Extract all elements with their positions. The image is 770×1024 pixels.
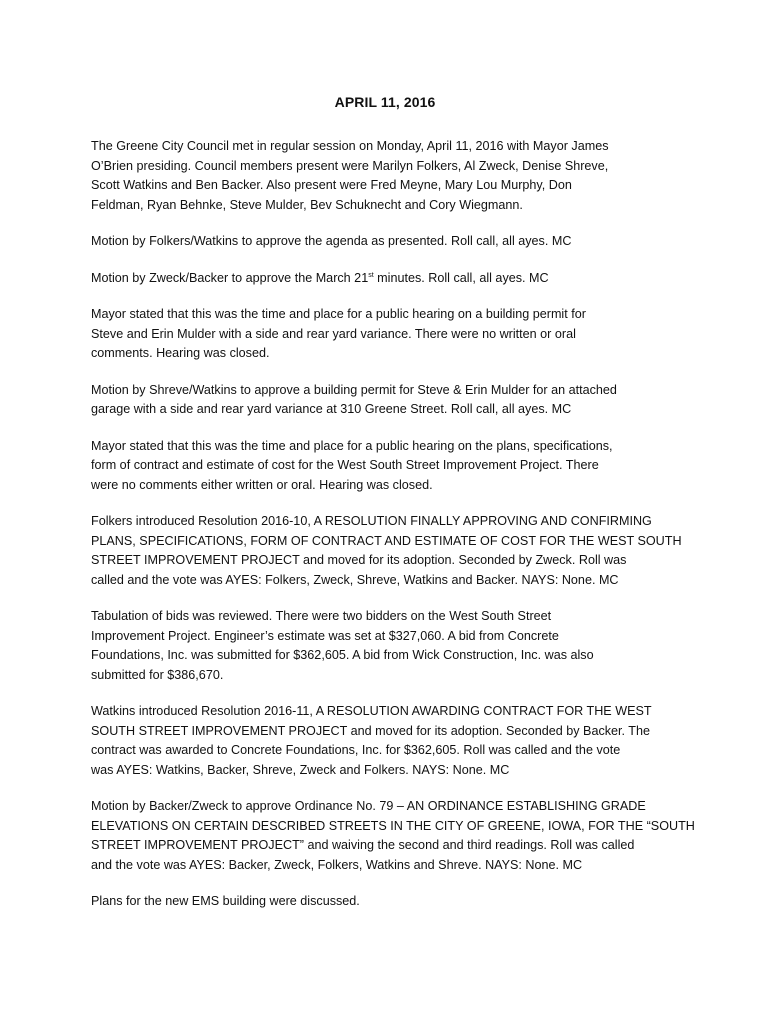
paragraph bbox=[91, 269, 691, 289]
text-line bbox=[91, 269, 691, 289]
text-line: The Greene City Council met in regular session on Monday, April 11, 2016 with Mayor James bbox=[91, 139, 609, 153]
text-line: form of contract and estimate of cost for the West South Street Improvement Project. There bbox=[91, 458, 599, 472]
text-line: called and the vote was AYES: Folkers, Zweck, Shreve, Watkins and Backer. NAYS: None. MC bbox=[91, 572, 619, 587]
paragraph bbox=[91, 437, 691, 496]
ordinal-suffix: st bbox=[368, 271, 374, 279]
text-line: submitted for $386,670. bbox=[91, 667, 224, 682]
text-line: Tabulation of bids was reviewed. There were two bidders on the West South Street bbox=[91, 609, 552, 623]
text-line: SOUTH STREET IMPROVEMENT PROJECT and moved for its adoption. Seconded by Backer. The bbox=[91, 723, 651, 738]
paragraph bbox=[91, 305, 691, 364]
text-line: Feldman, Ryan Behnke, Steve Mulder, Bev Schuknecht and Cory Wiegmann. bbox=[91, 197, 523, 212]
paragraph bbox=[91, 702, 691, 780]
text-line: PLANS, SPECIFICATIONS, FORM OF CONTRACT AND ESTIMATE OF COST FOR THE WEST SOUTH bbox=[91, 533, 682, 548]
paragraph bbox=[91, 607, 691, 685]
text-line: Watkins introduced Resolution 2016-11, A RESOLUTION AWARDING CONTRACT FOR THE WEST bbox=[91, 704, 652, 718]
text-line: Foundations, Inc. was submitted for $362,605. A bid from Wick Construction, Inc. was also bbox=[91, 648, 594, 662]
text-line: garage with a side and rear yard variance at 310 Greene Street. Roll call, all ayes. MC bbox=[91, 402, 572, 416]
paragraph bbox=[91, 232, 691, 252]
text-line: Plans for the new EMS building were discussed. bbox=[91, 894, 360, 908]
text-line: O’Brien presiding. Council members present were Marilyn Folkers, Al Zweck, Denise Shreve, bbox=[91, 158, 609, 173]
text-line: STREET IMPROVEMENT PROJECT” and waiving the second and third readings. Roll was called bbox=[91, 838, 635, 852]
text-line: Mayor stated that this was the time and place for a public hearing on a building permit for bbox=[91, 307, 586, 321]
text-line: were no comments either written or oral. Hearing was closed. bbox=[91, 477, 433, 492]
paragraph bbox=[91, 381, 691, 420]
text-line: Scott Watkins and Ben Backer. Also present were Fred Meyne, Mary Lou Murphy, Don bbox=[91, 178, 572, 192]
document-title: APRIL 11, 2016 bbox=[334, 94, 436, 110]
text-line: Mayor stated that this was the time and place for a public hearing on the plans, specifications, bbox=[91, 438, 613, 453]
text-line: Improvement Project. Engineer’s estimate was set at $327,060. A bid from Concrete bbox=[91, 628, 559, 643]
text-line: STREET IMPROVEMENT PROJECT and moved for its adoption. Seconded by Zweck. Roll was bbox=[91, 553, 627, 567]
text-line: comments. Hearing was closed. bbox=[91, 346, 270, 360]
text-line: and the vote was AYES: Backer, Zweck, Folkers, Watkins and Shreve. NAYS: None. MC bbox=[91, 857, 583, 872]
text-line: Motion by Folkers/Watkins to approve the agenda as presented. Roll call, all ayes. MC bbox=[91, 234, 572, 248]
text-line: ELEVATIONS ON CERTAIN DESCRIBED STREETS IN THE CITY OF GREENE, IOWA, FOR THE “SOUTH bbox=[91, 818, 695, 833]
paragraph bbox=[91, 137, 691, 215]
text-line: was AYES: Watkins, Backer, Shreve, Zweck and Folkers. NAYS: None. MC bbox=[91, 762, 510, 777]
text-segment: minutes. Roll call, all ayes. MC bbox=[373, 270, 549, 285]
text-line: contract was awarded to Concrete Foundations, Inc. for $362,605. Roll was called and the vote bbox=[91, 743, 621, 757]
text-line: Motion by Shreve/Watkins to approve a building permit for Steve & Erin Mulder for an attached bbox=[91, 382, 617, 397]
paragraph bbox=[91, 797, 695, 875]
document-body bbox=[91, 137, 695, 929]
paragraph bbox=[91, 892, 691, 912]
text-line: Motion by Backer/Zweck to approve Ordinance No. 79 – AN ORDINANCE ESTABLISHING GRADE bbox=[91, 799, 646, 813]
text-line: Folkers introduced Resolution 2016-10, A RESOLUTION FINALLY APPROVING AND CONFIRMING bbox=[91, 514, 652, 528]
text-segment: Motion by Zweck/Backer to approve the March 21 bbox=[91, 270, 369, 285]
text-line: Steve and Erin Mulder with a side and rear yard variance. There were no written or oral bbox=[91, 326, 576, 341]
paragraph bbox=[91, 512, 691, 590]
